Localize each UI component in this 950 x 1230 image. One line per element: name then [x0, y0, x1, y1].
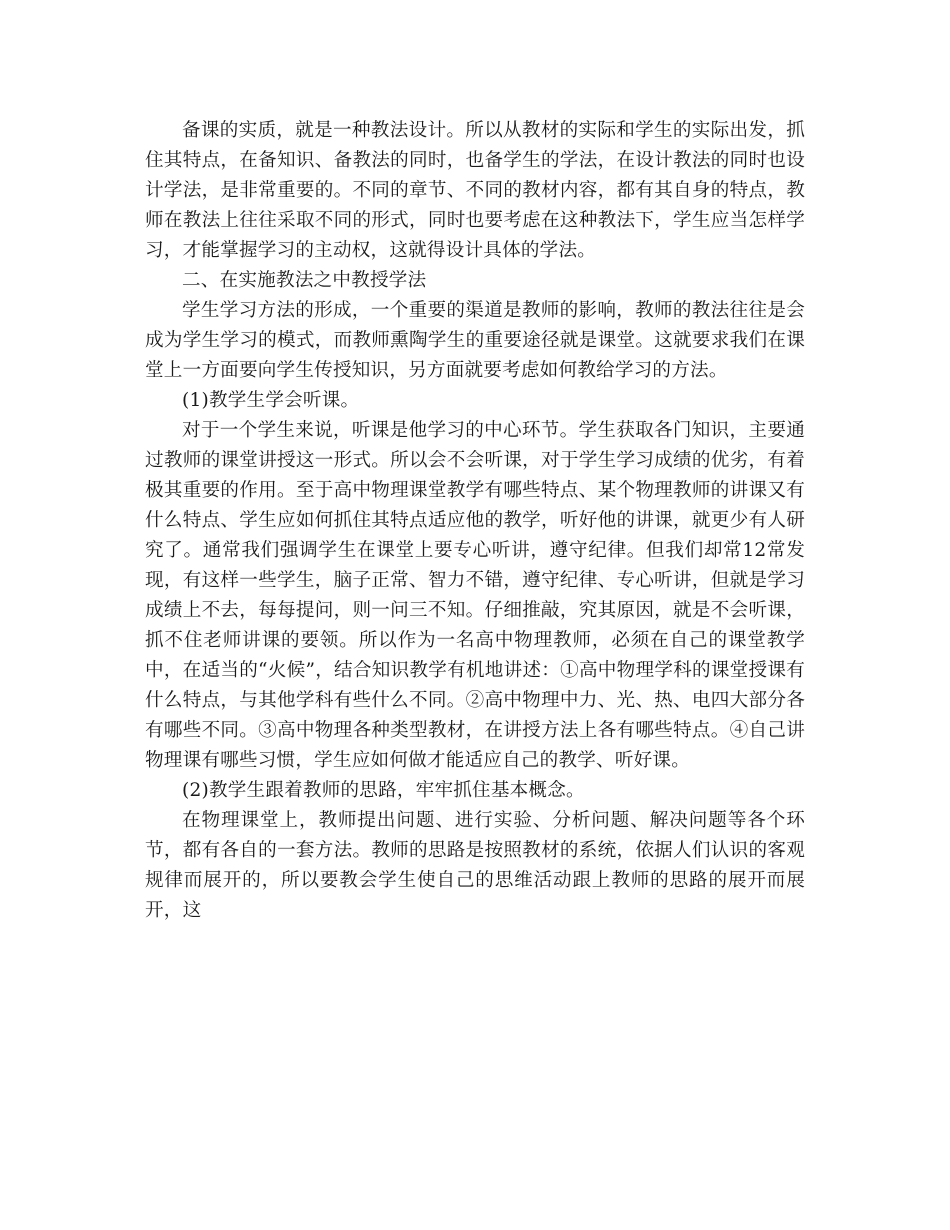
subheading-listening: (1)教学生学会听课。 — [182, 390, 360, 411]
document-body — [145, 116, 805, 926]
subheading-follow-teacher: (2)教学生跟着教师的思路，牢牢抓住基本概念。 — [182, 780, 585, 801]
paragraph-method-formation: 学生学习方法的形成，一个重要的渠道是教师的影响，教师的教法往往是会成为学生学习的模式，而教师熏陶学生的重要途径就是课堂。这就要求我们在课堂上一方面要向学生传授知识，另方面就要考虑如何教给学习的方法。 — [145, 300, 805, 381]
paragraph-lesson-prep: 备课的实质，就是一种教法设计。所以从教材的实际和学生的实际出发，抓住其特点，在备知识、备教法的同时，也备学生的学法，在设计教法的同时也设计学法，是非常重要的。不同的章节、不同的教材内容，都有其自身的特点，教师在教法上往往采取不同的形式，同时也要考虑在这种教法下，学生应当怎样学习，才能掌握学习的主动权，这就得设计具体的学法。 — [145, 120, 805, 261]
section-heading-teach-methods: 二、在实施教法之中教授学法 — [182, 270, 427, 291]
paragraph-listening: 对于一个学生来说，听课是他学习的中心环节。学生获取各门知识，主要通过教师的课堂讲授这一形式。所以会不会听课，对于学生学习成绩的优劣，有着极其重要的作用。至于高中物理课堂教学有哪些特点、某个物理教师的讲课又有什么特点、学生应如何抓住其特点适应他的教学，听好他的讲课，就更少有人研究了。通常我们强调学生在课堂上要专心听讲，遵守纪律。但我们却常12常发现，有这样一些学生，脑子正常、智力不错，遵守纪律、专心听讲，但就是学习成绩上不去，每每提问，则一问三不知。仔细推敲，究其原因，就是不会听课，抓不住老师讲课的要领。所以作为一名高中物理教师，必须在自己的课堂教学中，在适当的“火候”，结合知识教学有机地讲述：①高中物理学科的课堂授课有什么特点，与其他学科有些什么不同。②高中物理中力、光、热、电四大部分各有哪些不同。③高中物理各种类型教材，在讲授方法上各有哪些特点。④自己讲物理课有哪些习惯，学生应如何做才能适应自己的教学、听好课。 — [145, 420, 805, 771]
paragraph-classroom: 在物理课堂上，教师提出问题、进行实验、分析问题、解决问题等各个环节，都有各自的一套方法。教师的思路是按照教材的系统，依据人们认识的客观规律而展开的，所以要教会学生使自己的思维活动跟上教师的思路的展开而展开，这 — [145, 810, 805, 921]
